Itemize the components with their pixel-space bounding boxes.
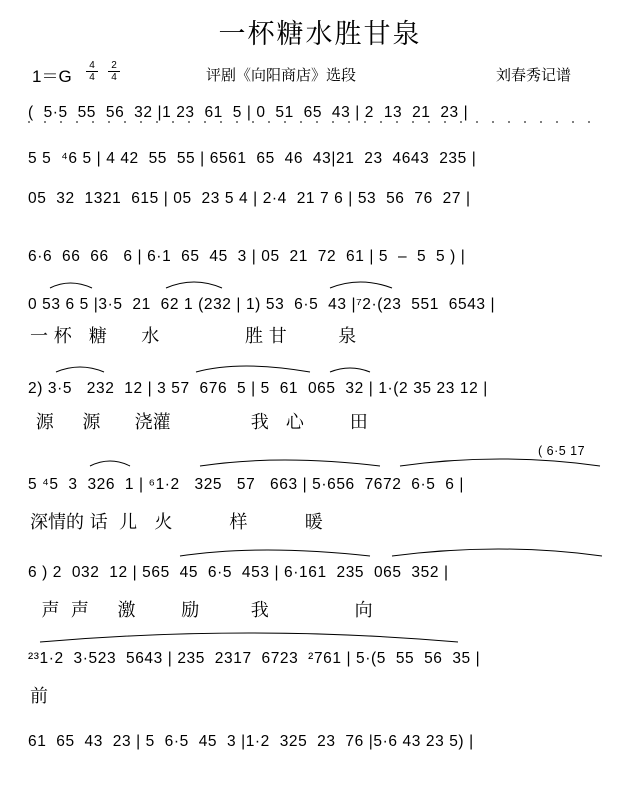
page-title: 一杯糖水胜甘泉: [218, 19, 422, 50]
slur-mark: [392, 549, 602, 556]
meter-1-bottom: 4: [86, 71, 98, 83]
slur-mark: [200, 460, 380, 466]
notation-line-1: ( 5·5 55 56 32 |1 23 61 5 | 0 51 65 43 | 2 13 21 23 |: [28, 104, 469, 121]
slur-mark: [196, 366, 310, 372]
slur-mark: [180, 550, 370, 556]
lyric-line-8: 声 声 激 励 我 向: [30, 600, 373, 621]
notation-line-9: ²³1·2 3·523 5643 | 235 2317 6723 ²761 | 5·(5 55 56 35 |: [28, 650, 481, 667]
notation-line-2: 5 5 ⁴6 5 | 4 42 55 55 | 6561 65 46 43|21 23 4643 235 |: [28, 150, 477, 167]
lyric-line-5: 一 杯 糖 水 胜 甘 泉: [30, 326, 357, 347]
notation-line-6: 2) 3·5 232 12 | 3 57 676 5 | 5 61 065 32 | 1·(2 35 23 12 |: [28, 380, 488, 397]
slur-mark: [166, 282, 222, 288]
lyric-line-7: 深情的 话 儿 火 样 暖: [30, 512, 323, 533]
key-signature: 1＝G: [32, 67, 72, 86]
slur-mark: [90, 461, 130, 466]
notation-line-10: 61 65 43 23 | 5 6·5 45 3 |1·2 325 23 76 |5·6 43 23 5) |: [28, 733, 474, 750]
meter-2-bottom: 4: [108, 71, 120, 83]
notation-line-8: 6 ) 2 032 12 | 565 45 6·5 453 | 6·161 235 065 352 |: [28, 564, 449, 581]
notation-line-5: 0 53 6 5 |3·5 21 62 1 (232 | 1) 53 6·5 43 |⁷2·(23 551 6543 |: [28, 296, 496, 313]
slur-mark: [400, 459, 600, 466]
source-subtitle: 评剧《向阳商店》选段: [206, 66, 357, 84]
meter-2-top: 2: [111, 60, 117, 71]
slur-mark: [330, 282, 392, 288]
lyric-line-9: 前: [30, 686, 48, 707]
transcriber: 刘春秀记谱: [496, 66, 572, 84]
notation-line-3: 05 32 1321 615 | 05 23 5 4 | 2·4 21 7 6 | 53 56 76 27 |: [28, 190, 471, 207]
meter-1-top: 4: [89, 60, 95, 71]
prelude-mark: ( 6·5 17: [538, 444, 586, 458]
slur-mark: [40, 633, 458, 642]
notation-line-7: 5 ⁴5 3 326 1 | ⁶1·2 325 57 663 | 5·656 7672 6·5 6 |: [28, 476, 465, 493]
lyric-line-6: 源 源 浇灌 我 心 田: [30, 412, 368, 433]
slur-mark: [56, 367, 104, 372]
slur-mark: [330, 368, 370, 372]
slur-mark: [50, 283, 92, 288]
notation-line-4: 6·6 66 66 6 | 6·1 65 45 3 | 05 21 72 61 | 5 – 5 5 ) |: [28, 248, 466, 265]
